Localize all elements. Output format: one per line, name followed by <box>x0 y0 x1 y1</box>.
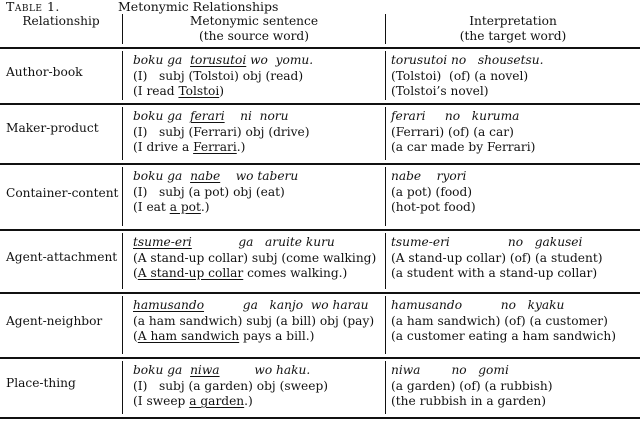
header-relationship-label: Relationship <box>22 14 100 28</box>
sentence-gloss: (I) subj (Ferrari) obj (drive) <box>133 124 310 139</box>
row-divider <box>0 229 640 231</box>
interp-japanese: niwa no gomi <box>391 363 509 377</box>
relationship-cell: Place-thing <box>6 376 76 390</box>
source-word: niwa <box>190 363 220 377</box>
header-rule <box>0 47 640 49</box>
text: .) <box>236 140 246 154</box>
sentence-japanese <box>133 109 309 125</box>
col-divider <box>122 296 123 354</box>
interp-gloss: (A stand-up collar) (of) (a student) <box>391 250 603 265</box>
text: boku ga <box>133 169 191 183</box>
source-word: ferari <box>190 109 225 123</box>
col-divider <box>122 167 123 226</box>
sentence-translation <box>133 84 313 100</box>
sentence-cell <box>133 169 298 216</box>
text: boku ga <box>133 363 191 377</box>
interpretation-cell <box>391 298 616 345</box>
header-relationship <box>0 14 122 47</box>
text: wo yomu. <box>246 53 314 67</box>
col-divider <box>385 296 386 354</box>
sentence-translation <box>133 200 298 216</box>
text: ( <box>133 329 138 343</box>
col-divider <box>385 107 386 160</box>
col-divider <box>385 51 386 100</box>
interpretation-cell <box>391 53 543 100</box>
interp-translation: (a car made by Ferrari) <box>391 140 536 154</box>
header-interp-line1: Interpretation <box>469 14 557 28</box>
sentence-japanese <box>133 298 374 314</box>
interp-gloss: (Tolstoi) (of) (a novel) <box>391 68 529 83</box>
interpretation-cell <box>391 363 552 410</box>
header-interpretation <box>386 14 640 47</box>
sentence-gloss: (A stand-up collar) subj (come walking) <box>133 250 377 265</box>
bottom-rule <box>0 417 640 419</box>
source-word: tsume-eri <box>133 235 192 249</box>
col-divider <box>385 233 386 289</box>
text: .) <box>200 200 210 214</box>
relationship-cell: Container-content <box>6 186 119 200</box>
col-divider <box>122 51 123 100</box>
header-interp-line2: (the target word) <box>459 29 567 43</box>
source-word: a garden <box>189 394 245 408</box>
source-word: a pot <box>169 200 201 214</box>
text: boku ga <box>133 53 191 67</box>
sentence-translation <box>133 266 376 282</box>
sentence-japanese <box>133 169 298 185</box>
col-divider <box>385 14 386 44</box>
interp-japanese: nabe ryori <box>391 169 467 183</box>
interp-gloss: (a ham sandwich) (of) (a customer) <box>391 313 608 328</box>
source-word: Ferrari <box>193 140 237 154</box>
sentence-translation <box>133 394 328 410</box>
col-divider <box>385 167 386 226</box>
text: ni noru <box>224 109 289 123</box>
text: ga aruite kuru <box>191 235 335 249</box>
sentence-japanese <box>133 363 328 379</box>
text: wo haku. <box>219 363 311 377</box>
text: (I read <box>133 84 179 98</box>
interp-gloss: (a pot) (food) <box>391 184 473 199</box>
source-word: torusutoi <box>190 53 247 67</box>
interpretation-cell <box>391 235 602 282</box>
sentence-cell <box>133 235 376 282</box>
table-caption <box>0 0 640 14</box>
relationship-cell: Agent-attachment <box>6 250 118 264</box>
interp-translation: (the rubbish in a garden) <box>391 394 547 408</box>
header-sentence <box>123 14 385 47</box>
interp-translation: (a student with a stand-up collar) <box>391 266 598 280</box>
text: comes walking.) <box>243 266 348 280</box>
text: (I sweep <box>133 394 190 408</box>
interpretation-cell <box>391 109 535 156</box>
col-divider <box>122 233 123 289</box>
table-title: Metonymic Relationships <box>118 0 279 14</box>
header-sentence-line1: Metonymic sentence <box>189 14 319 28</box>
source-word: A ham sandwich <box>137 329 240 343</box>
interp-gloss: (Ferrari) (of) (a car) <box>391 124 514 139</box>
sentence-cell <box>133 109 309 156</box>
interp-japanese: tsume-eri no gakusei <box>391 235 583 249</box>
row-divider <box>0 292 640 294</box>
text: ga kanjo wo harau <box>204 298 369 312</box>
source-word: nabe <box>190 169 221 183</box>
text: pays a bill.) <box>239 329 315 343</box>
row-divider <box>0 357 640 359</box>
sentence-japanese <box>133 235 376 251</box>
text: .) <box>244 394 253 408</box>
sentence-gloss: (I) subj (a pot) obj (eat) <box>133 184 285 199</box>
row-divider <box>0 103 640 105</box>
interpretation-cell <box>391 169 476 216</box>
interp-japanese: torusutoi no shousetsu. <box>391 53 544 67</box>
col-divider <box>122 14 123 44</box>
header-sentence-line2: (the source word) <box>199 29 309 43</box>
relationship-cell: Maker-product <box>6 121 99 135</box>
text: (I drive a <box>133 140 194 154</box>
sentence-cell <box>133 53 313 100</box>
sentence-gloss: (I) subj (a garden) obj (sweep) <box>133 378 328 393</box>
sentence-gloss: (a ham sandwich) subj (a bill) obj (pay) <box>133 313 375 328</box>
col-divider <box>122 107 123 160</box>
text: wo taberu <box>220 169 299 183</box>
source-word: Tolstoi <box>178 84 220 98</box>
interp-japanese: hamusando no kyaku <box>391 298 565 312</box>
interp-translation: (hot-pot food) <box>391 200 476 214</box>
source-word: A stand-up collar <box>137 266 244 280</box>
row-divider <box>0 163 640 165</box>
relationship-cell: Agent-neighbor <box>6 314 103 328</box>
table-label: Table 1. <box>6 0 60 14</box>
relationship-cell: Author-book <box>6 65 83 79</box>
text: ) <box>219 84 225 98</box>
interp-translation: (Tolstoi’s novel) <box>391 84 489 98</box>
source-word: hamusando <box>133 298 205 312</box>
col-divider <box>122 361 123 414</box>
sentence-cell <box>133 363 328 410</box>
sentence-cell <box>133 298 374 345</box>
sentence-translation <box>133 329 374 345</box>
interp-gloss: (a garden) (of) (a rubbish) <box>391 378 553 393</box>
sentence-gloss: (I) subj (Tolstoi) obj (read) <box>133 68 304 83</box>
interp-japanese: ferari no kuruma <box>391 109 520 123</box>
text: ( <box>133 266 138 280</box>
text: boku ga <box>133 109 191 123</box>
col-divider <box>385 361 386 414</box>
sentence-japanese <box>133 53 313 69</box>
sentence-translation <box>133 140 309 156</box>
text: (I eat <box>133 200 170 214</box>
interp-translation: (a customer eating a ham sandwich) <box>391 329 616 343</box>
